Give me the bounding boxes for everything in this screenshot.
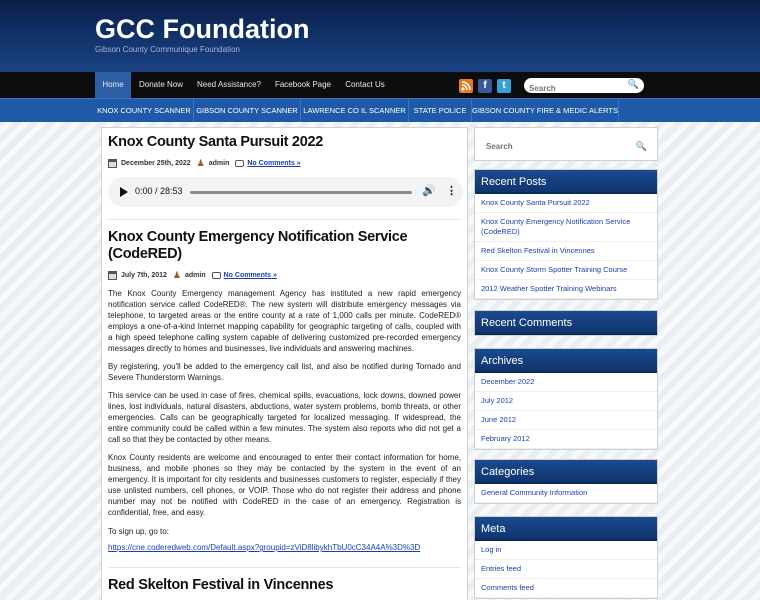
header-search: [524, 78, 644, 93]
post-meta: [108, 269, 461, 281]
post-comments-link[interactable]: No Comments »: [247, 159, 301, 167]
nav-donate-now[interactable]: Donate Now: [138, 80, 184, 89]
nav-contact-us[interactable]: Contact Us: [345, 80, 385, 89]
divider: [108, 219, 461, 220]
play-icon[interactable]: [120, 187, 128, 197]
audio-progress-bar[interactable]: [190, 191, 412, 194]
user-icon: ♟: [172, 269, 181, 280]
meta-widget: [474, 516, 658, 599]
site-description: Gibson County Communique Foundation: [95, 45, 240, 54]
nav-knox-county-scanner[interactable]: KNOX COUNTY SCANNER: [95, 99, 194, 122]
nav-facebook-page[interactable]: Facebook Page: [274, 80, 332, 89]
sidebar: [474, 127, 658, 600]
calendar-icon: [108, 159, 117, 168]
categories-widget: [474, 459, 658, 504]
widget-title: Archives: [475, 349, 657, 373]
nav-gibson-county-scanner[interactable]: GIBSON COUNTY SCANNER: [194, 99, 301, 122]
header-search-input[interactable]: [529, 81, 624, 96]
audio-time: 0:00 / 28:53: [135, 186, 183, 196]
social-links: [459, 79, 511, 93]
recent-post-link[interactable]: Red Skelton Festival in Vincennes: [475, 242, 657, 261]
sidebar-search: [474, 127, 658, 161]
divider: [108, 567, 461, 568]
recent-post-link[interactable]: Knox County Santa Pursuit 2022: [475, 194, 657, 213]
post-comments-link[interactable]: No Comments »: [223, 271, 277, 279]
primary-nav: [0, 72, 760, 98]
calendar-icon: [108, 271, 117, 280]
post-title[interactable]: Knox County Emergency Notification Service (CodeRED): [108, 229, 408, 262]
post-paragraph: Knox County residents are welcome and encouraged to enter their contact information for home, business, and mobile phones so they may be contacted by the system in the event of an emergency. It is important for city residents and businesses customers to register, especially if they use unlisted numbers, cell phones, or VOIP. Those who do not register their address and phone number may not be notified with CodeRED in the case of an emergency. Registration is confidential, free, and easy.: [108, 453, 461, 517]
site-title[interactable]: GCC Foundation: [95, 14, 310, 44]
nav-need-assistance[interactable]: Need Assistance?: [196, 80, 262, 89]
nav-lawrence-co-il-scanner[interactable]: LAWRENCE CO IL SCANNER: [301, 99, 409, 122]
widget-title: Meta: [475, 517, 657, 541]
post-paragraph: The Knox County Emergency management Agency has instituted a new rapid emergency notification service called CodeRED®. The new system will distribute emergency messages via telephone, to targeted areas or the entire county at a rate of 1,000 calls per minute. CodeRED® employs a one-of-a-kind Internet mapping capability for geographic targeting of calls, coupled with a high speed telephone calling system capable of delivering customized pre-recorded emergency messages directly to homes and businesses, live individuals and answering machines.: [108, 289, 461, 353]
main-content: [101, 127, 468, 600]
post-author: admin: [208, 159, 230, 167]
volume-icon[interactable]: 🔊: [422, 185, 436, 197]
recent-post-link[interactable]: Knox County Storm Spotter Training Course: [475, 261, 657, 280]
widget-title: Recent Posts: [475, 170, 657, 194]
twitter-icon[interactable]: t: [497, 79, 511, 93]
archive-link[interactable]: July 2012: [475, 392, 657, 411]
archives-widget: [474, 348, 658, 450]
sidebar-search-input[interactable]: [486, 142, 626, 151]
search-icon[interactable]: 🔍: [635, 141, 647, 151]
nav-gibson-county-fire-medic-alerts[interactable]: GIBSON COUNTY FIRE & MEDIC ALERTS: [472, 99, 619, 122]
rss-icon[interactable]: [459, 79, 473, 93]
audio-player: [108, 177, 463, 207]
site-header: [0, 0, 760, 72]
post-paragraph: To sign up, go to:: [108, 527, 169, 536]
facebook-icon[interactable]: f: [478, 79, 492, 93]
post-author: admin: [185, 271, 206, 279]
meta-link[interactable]: Log in: [475, 541, 657, 560]
recent-posts-widget: [474, 169, 658, 300]
post-title[interactable]: Knox County Santa Pursuit 2022: [108, 134, 323, 150]
archive-link[interactable]: December 2022: [475, 373, 657, 392]
post-paragraph: This service can be used in case of fires, chemical spills, evacuations, lock downs, downed power lines, lost individuals, natural disasters, abductions, water system problems, bomb threats, or other emergencies. Calls can be geographically targeted for localized messaging. If widespread, the entire community could be called within a few minutes. The system also reports who did not get a call so that they be contacted by other means.: [108, 391, 461, 444]
nav-state-police[interactable]: STATE POLICE: [409, 99, 472, 122]
post-meta: [108, 157, 461, 169]
widget-title: Recent Comments: [475, 311, 657, 335]
meta-link[interactable]: Entries feed: [475, 560, 657, 579]
comment-icon: [212, 272, 221, 279]
archive-link[interactable]: June 2012: [475, 411, 657, 430]
post-date: December 25th, 2022: [121, 159, 191, 167]
archive-link[interactable]: February 2012: [475, 430, 657, 449]
user-icon: ♟: [196, 157, 205, 168]
nav-home[interactable]: Home: [95, 72, 131, 98]
search-icon[interactable]: 🔍: [627, 79, 639, 89]
more-options-icon[interactable]: ⋮: [446, 185, 457, 197]
codered-signup-link[interactable]: https://cne.coderedweb.com/Default.aspx?groupid=zViD8libykhTbU0cC34A4A%3D%3D: [108, 543, 421, 552]
comment-icon: [235, 160, 244, 167]
recent-post-link[interactable]: Knox County Emergency Notification Service (CodeRED): [475, 213, 657, 242]
widget-title: Categories: [475, 460, 657, 484]
secondary-nav: [0, 98, 760, 122]
category-link[interactable]: General Community Information: [475, 484, 657, 503]
post-date: July 7th, 2012: [121, 271, 167, 279]
recent-post-link[interactable]: 2012 Weather Spotter Training Webinars: [475, 280, 657, 299]
post-paragraph: By registering, you'll be added to the emergency call list, and also be notified during Tornado and Severe Thunderstorm Warnings.: [108, 362, 461, 382]
recent-comments-widget: [474, 310, 658, 336]
post-title[interactable]: Red Skelton Festival in Vincennes: [108, 577, 334, 593]
meta-link[interactable]: Comments feed: [475, 579, 657, 598]
